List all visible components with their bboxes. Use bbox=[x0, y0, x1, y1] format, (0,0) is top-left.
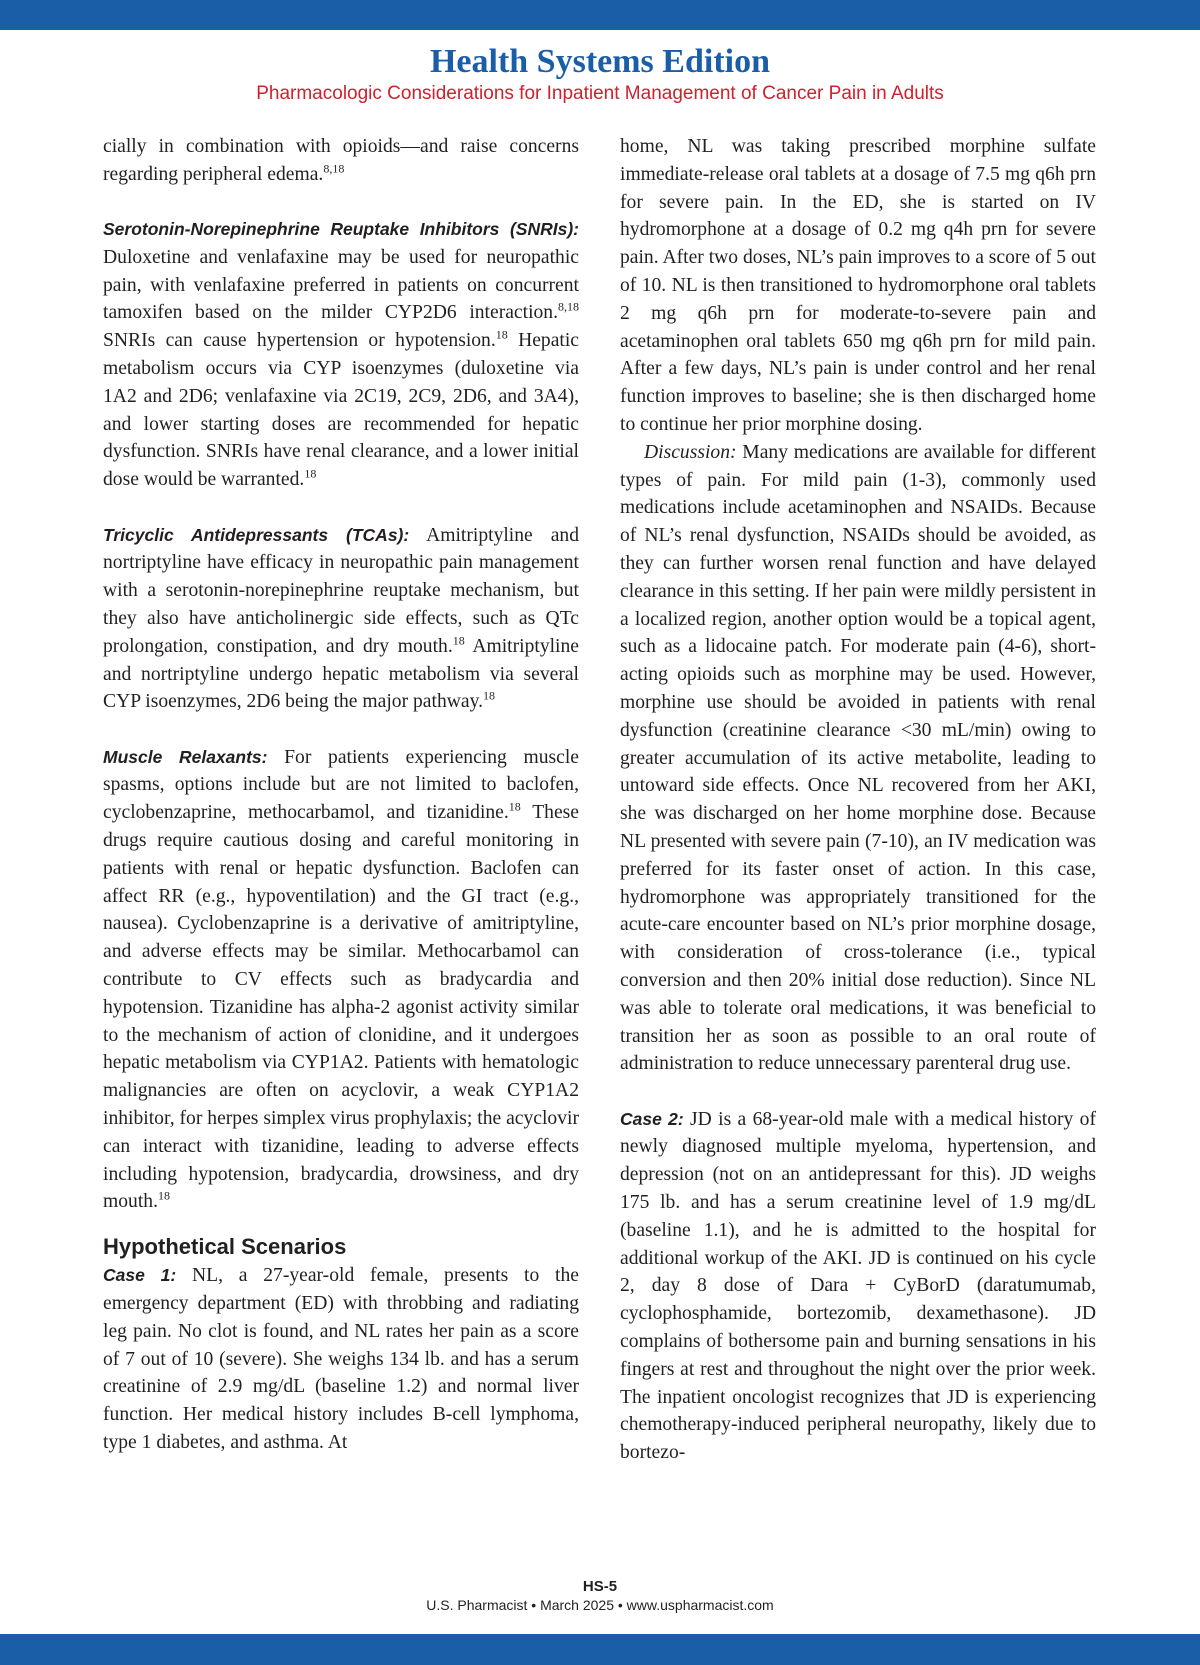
left-column bbox=[103, 133, 579, 1457]
reference: 8,18 bbox=[323, 161, 345, 176]
article-title: Pharmacologic Considerations for Inpatient Management of Cancer Pain in Adults bbox=[256, 83, 944, 104]
tca-heading: Tricyclic Antidepressants (TCAs): bbox=[103, 524, 410, 545]
discussion-label: Discussion: bbox=[644, 441, 737, 463]
reference: 18 bbox=[157, 1188, 170, 1203]
intro-paragraph: cially in combination with opioids—and raise concerns regarding peripheral edema.$^{8,18}$ bbox=[103, 136, 579, 185]
case2-paragraph: Case 2: JD is a 68-year-old male with a medical history of newly diagnosed multiple myeloma, hypertension, and depression (not on an antidepressant for this). JD weighs 175 lb. and has a serum creatinine level of 1.9 mg/dL (baseline 1.1), and he is admitted to the hospital for additional workup of the AKI. JD is continued on his cycle 2, day 8 dose of Dara + CyBorD (daratumumab, cyclophosphamide, bortezomib, dexamethasone). JD complains of bothersome pain and burning sensations in his fingers at rest and throughout the night over the prior week. The inpatient oncologist recognizes that JD is experiencing chemotherapy-induced peripheral neuropathy, likely due to bortezo- bbox=[620, 1108, 1096, 1464]
snri-heading: Serotonin-Norepinephrine Reuptake Inhibitors (SNRIs): bbox=[103, 219, 579, 240]
muscle-relaxants-heading: Muscle Relaxants: bbox=[103, 746, 268, 767]
page-footer bbox=[0, 1578, 1200, 1614]
top-banner bbox=[0, 0, 1200, 30]
case1-label: Case 1: bbox=[103, 1265, 177, 1286]
page-number: HS-5 bbox=[582, 1578, 618, 1595]
case1-continued-paragraph: home, NL was taking prescribed morphine sulfate immediate-release oral tablets at a dosage of 7.5 mg q6h prn for severe pain. In the ED, she is started on IV hydromorphone at a dosage of 0.2 mg q4h prn for severe pain. After two doses, NL’s pain improves to a score of 5 out of 10. NL is then transitioned to hydromorphone oral tablets 2 mg q6h prn for moderate-to-severe pain and acetaminophen oral tablets 650 mg q6h prn for mild pain. After a few days, NL’s pain is under control and her renal function improves to baseline; she is then discharged home to continue her prior morphine dosing. bbox=[620, 136, 1096, 435]
bottom-banner bbox=[0, 1634, 1200, 1665]
publication-line: U.S. Pharmacist • March 2025 • www.uspharmacist.com bbox=[426, 1597, 774, 1613]
reference: 8,18 bbox=[558, 299, 579, 314]
reference: 18 bbox=[508, 799, 521, 814]
reference: 18 bbox=[452, 633, 465, 648]
section-heading: Hypothetical Scenarios bbox=[103, 1234, 347, 1260]
case2-label: Case 2: bbox=[620, 1108, 684, 1129]
reference: 18 bbox=[495, 327, 508, 342]
reference: 18 bbox=[483, 688, 496, 703]
masthead bbox=[0, 42, 1200, 106]
snri-paragraph: Serotonin-Norepinephrine Reuptake Inhibitors (SNRIs): Duloxetine and venlafaxine may be used for neuropathic pain, with venlafaxine preferred in patients on concurrent tamoxifen based on the milder CYP2D6 interaction.$^{8,18}$ SNRIs can cause hypertension or hypotension.$^{18}$ Hepatic metabolism occurs via CYP isoenzymes (duloxetine via 1A2 and 2D6; venlafaxine via 2C19, 2C9, 2D6, and 3A4), and lower starting doses are recommended for hepatic dysfunction. SNRIs have renal clearance, and a lower initial dose would be warranted.$^{18}$ bbox=[103, 219, 580, 491]
muscle-relaxants-paragraph: Muscle Relaxants: For patients experiencing muscle spasms, options include but are not limited to baclofen, cyclobenzaprine, methocarbamol, and tizanidine.$^{18}$ These drugs require cautious dosing and careful monitoring in patients with renal or hepatic dysfunction. Baclofen can affect RR (e.g., hypoventilation) and the GI tract (e.g., nausea). Cyclobenzaprine is a derivative of amitriptyline, and adverse effects may be similar. Methocarbamol can contribute to CV effects such as bradycardia and hypotension. Tizanidine has alpha-2 agonist activity similar to the mechanism of action of clonidine, and it undergoes hepatic metabolism via CYP1A2. Patients with hematologic malignancies are often on acyclovir, a weak CYP1A2 inhibitor, for herpes simplex virus prophylaxis; the acyclovir can interact with tizanidine, leading to adverse effects including hypotension, bradycardia, drowsiness, and dry mouth.$^{18}$ bbox=[103, 746, 579, 1213]
tca-paragraph: Tricyclic Antidepressants (TCAs): Amitriptyline and nortriptyline have efficacy in neuropathic pain management with a serotonin-norepinephrine reuptake mechanism, but they also have anticholinergic side effects, such as QTc prolongation, constipation, and dry mouth.$^{18}$ Amitriptyline and nortriptyline undergo hepatic metabolism via several CYP isoenzymes, 2D6 being the major pathway.$^{18}$ bbox=[103, 524, 579, 713]
discussion-paragraph: Discussion: Many medications are available for different types of pain. For mild pain (1-3), commonly used medications include acetaminophen and NSAIDs. Because of NL’s renal dysfunction, NSAIDs should be avoided, as they can further worsen renal function and have delayed clearance in this setting. If her pain were mildly persistent in a localized region, another option would be a topical agent, such as a lidocaine patch. For moderate pain (4-6), short-acting opioids such as morphine may be used. However, morphine use should be avoided in patients with renal dysfunction (creatinine clearance <30 mL/min) owing to greater accumulation of its active metabolite, leading to untoward side effects. Once NL recovered from her AKI, she was discharged on her home morphine dose. Because NL presented with severe pain (7-10), an IV medication was preferred for its faster onset of action. In this case, hydromorphone was appropriately transitioned for the acute-care encounter based on NL’s prior morphine dosage, with consideration of cross-tolerance (i.e., typical conversion and then 20% initial dose reduction). Since NL was able to tolerate oral medications, it was beneficial to transition her as soon as possible to an oral route of administration to reduce unnecessary parenteral drug use. bbox=[620, 441, 1096, 1075]
edition-title: Health Systems Edition bbox=[429, 43, 771, 80]
right-column bbox=[620, 133, 1096, 1467]
reference: 18 bbox=[304, 466, 317, 481]
case1-paragraph: Case 1: NL, a 27-year-old female, presents to the emergency department (ED) with throbbing and radiating leg pain. No clot is found, and NL rates her pain as a score of 7 out of 10 (severe). She weighs 134 lb. and has a serum creatinine of 2.9 mg/dL (baseline 1.2) and normal liver function. Her medical history includes B-cell lymphoma, type 1 diabetes, and asthma. At bbox=[103, 1265, 579, 1453]
